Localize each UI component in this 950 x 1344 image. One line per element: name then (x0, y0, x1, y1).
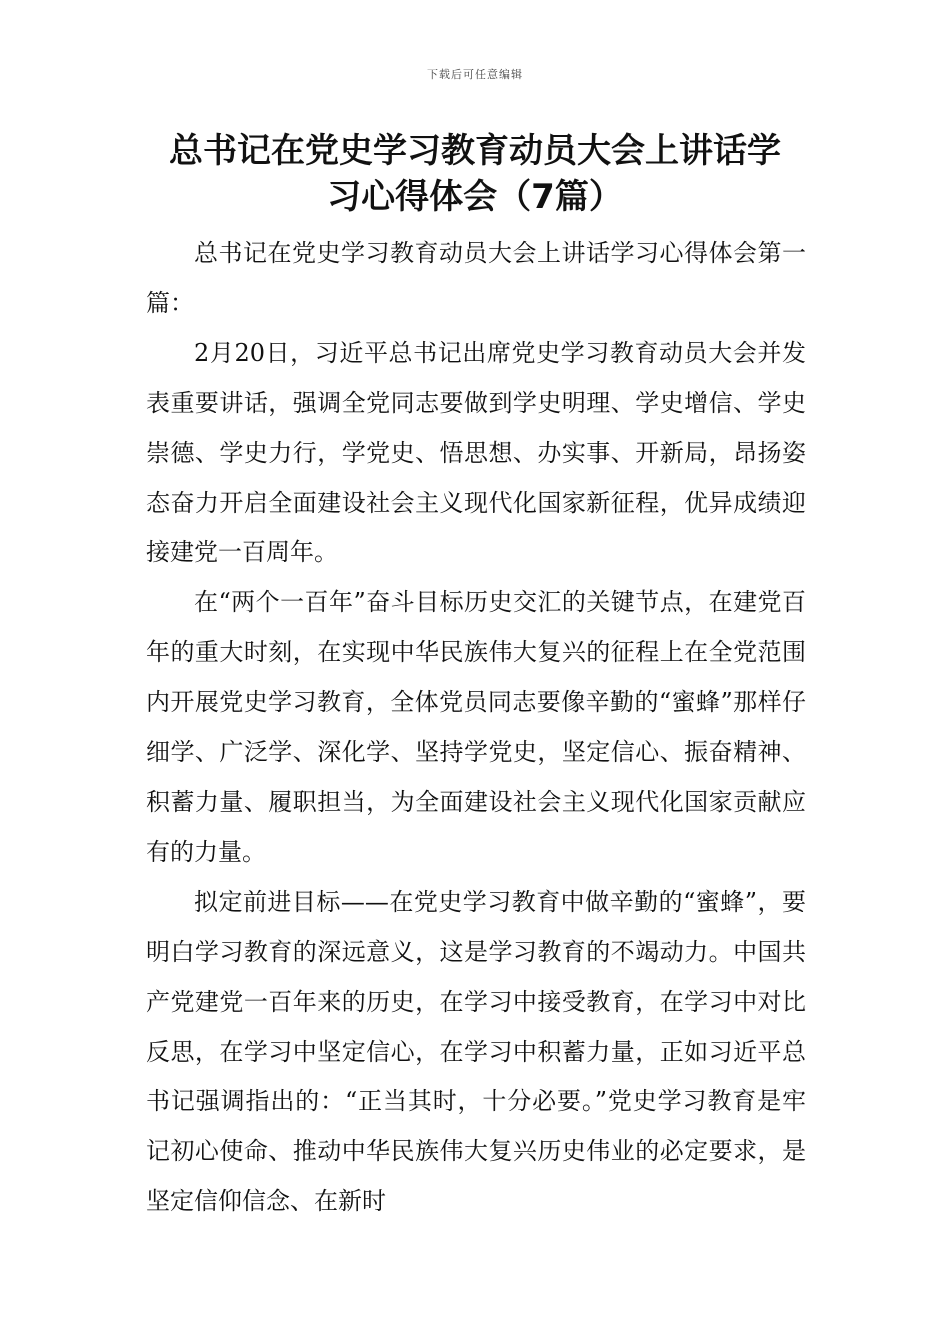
title-line-2: 习心得体会（7篇） (327, 177, 623, 217)
paragraph-2: 在“两个一百年”奋斗目标历史交汇的关键节点，在建党百年的重大时刻，在实现中华民族伟大复兴的征程上在全党范围内开展党史学习教育，全体党员同志要像辛勤的“蜜蜂”那样仔细学、广泛学、深化学、坚持学党史，坚定信心、振奋精神、积蓄力量、履职担当，为全面建设社会主义现代化国家贡献应有的力量。 (146, 588, 806, 866)
title-line-1: 总书记在党史学习教育动员大会上讲话学 (169, 131, 781, 171)
paragraph-3: 拟定前进目标——在党史学习教育中做辛勤的“蜜蜂”，要明白学习教育的深远意义，这是学习教育的不竭动力。中国共产党建党一百年来的历史，在学习中接受教育，在学习中对比反思，在学习中坚定信心，在学习中积蓄力量，正如习近平总书记强调指出的：“正当其时，十分必要。”党史学习教育是牢记初心使命、推动中华民族伟大复兴历史伟业的必定要求，是坚定信仰信念、在新时 (146, 887, 806, 1216)
document-title (140, 128, 810, 220)
header-note: 下载后可任意编辑 (427, 68, 523, 81)
document-body (146, 229, 806, 1227)
paragraph-intro: 总书记在党史学习教育动员大会上讲话学习心得体会第一篇： (146, 239, 806, 317)
paragraph-1: 2月20日，习近平总书记出席党史学习教育动员大会并发表重要讲话，强调全党同志要做到学史明理、学史增信、学史崇德、学史力行，学党史、悟思想、办实事、开新局，昂扬姿态奋力开启全面建设社会主义现代化国家新征程，优异成绩迎接建党一百周年。 (146, 338, 806, 567)
